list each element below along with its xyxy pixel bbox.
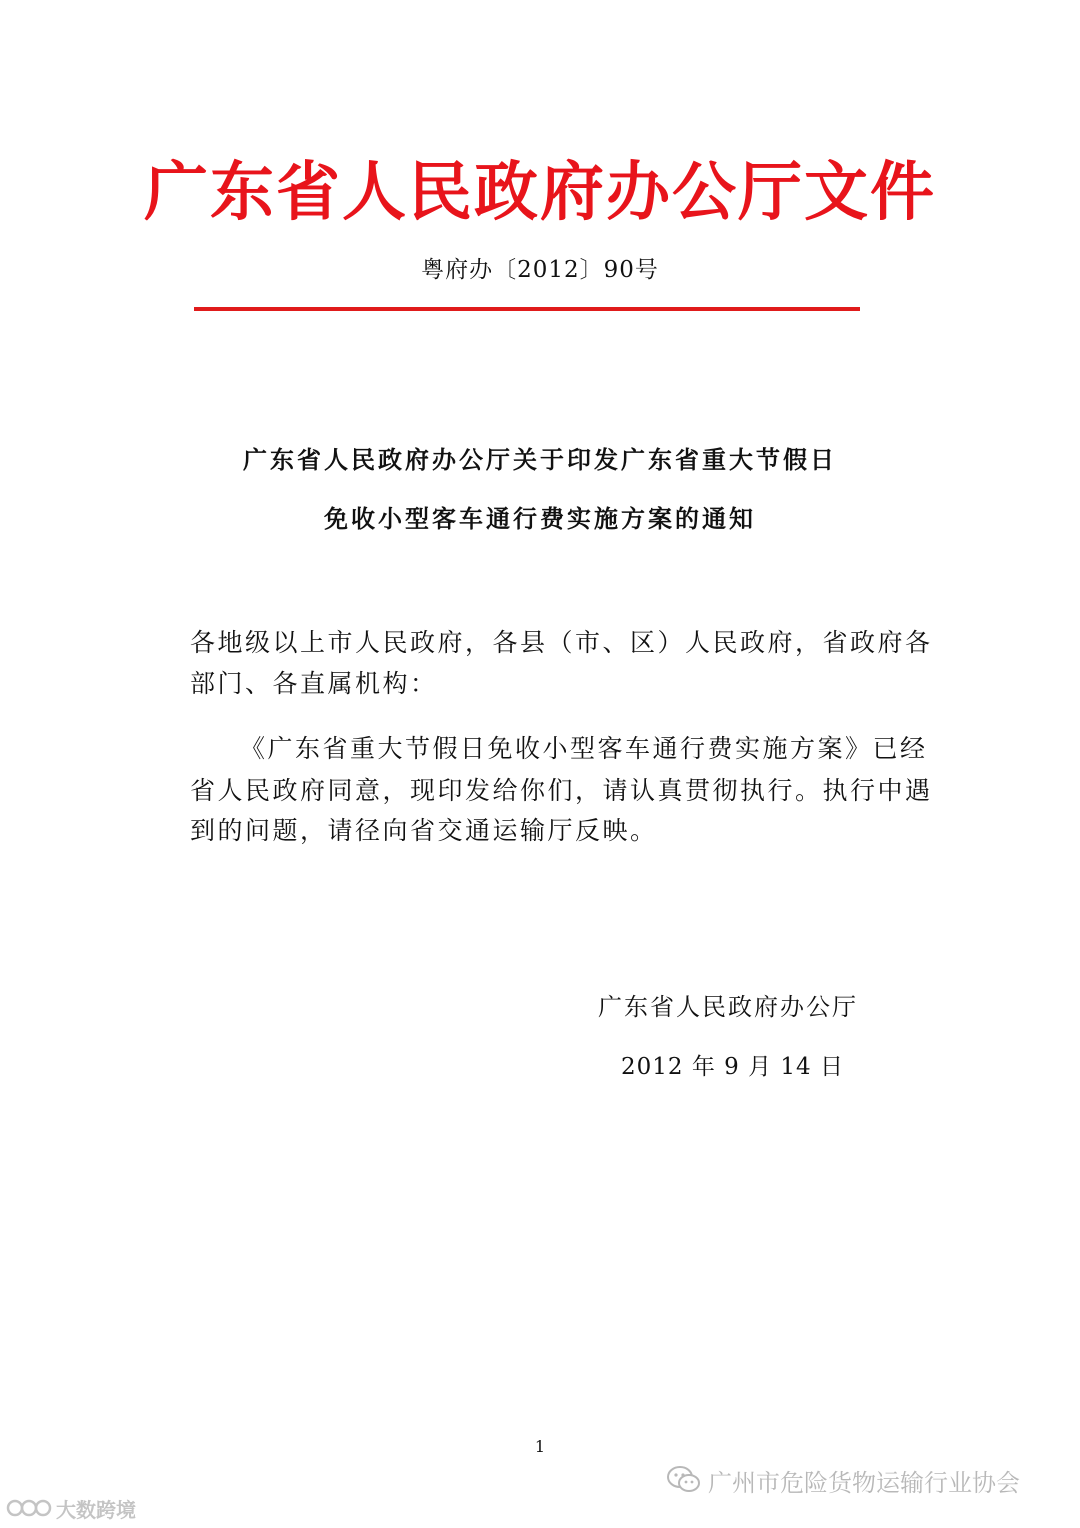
notice-title-line-2: 免收小型客车通行费实施方案的通知 bbox=[324, 505, 756, 533]
brand-name: 大数跨境 bbox=[56, 1497, 136, 1522]
brand-logo-icon bbox=[6, 1496, 52, 1520]
issuer-header-title: 广东省人民政府办公厅文件 bbox=[144, 156, 936, 230]
body-paragraph-line-2: 省人民政府同意，现印发给你们，请认真贯彻执行。执行中遇 bbox=[190, 776, 933, 805]
signing-office: 广东省人民政府办公厅 bbox=[598, 993, 858, 1021]
signing-date: 2012 年 9 月 14 日 bbox=[621, 1054, 844, 1080]
wechat-icon bbox=[666, 1465, 702, 1495]
body-paragraph-line-3: 到的问题，请径向省交通运输厅反映。 bbox=[190, 816, 658, 845]
brand-watermark bbox=[6, 1492, 136, 1524]
addressee-line-2: 部门、各直属机构： bbox=[190, 669, 438, 698]
red-header-rule bbox=[194, 307, 860, 311]
addressee-line-1: 各地级以上市人民政府，各县（市、区）人民政府，省政府各 bbox=[190, 628, 933, 657]
page-number: 1 bbox=[534, 1437, 546, 1456]
document-number: 粤府办〔2012〕90号 bbox=[421, 257, 659, 283]
notice-title-line-1: 广东省人民政府办公厅关于印发广东省重大节假日 bbox=[243, 446, 837, 474]
wechat-watermark bbox=[666, 1460, 1020, 1500]
body-paragraph-line-1: 《广东省重大节假日免收小型客车通行费实施方案》已经 bbox=[240, 734, 928, 763]
wechat-account-name: 广州市危险货物运输行业协会 bbox=[708, 1468, 1020, 1497]
